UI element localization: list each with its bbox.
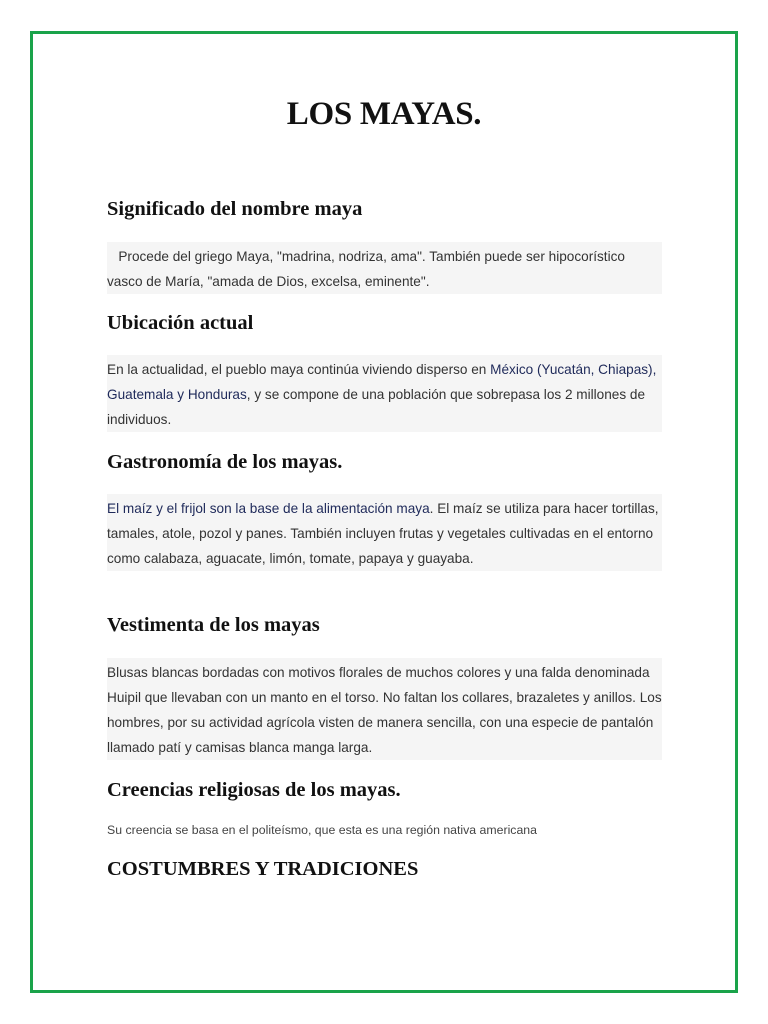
ubicacion-text-start: En la actualidad, el pueblo maya continúa viviendo disperso en xyxy=(107,362,491,377)
section-heading-ubicacion: Ubicación actual xyxy=(107,312,254,334)
section-heading-gastronomia: Gastronomía de los mayas. xyxy=(107,451,343,473)
gastronomia-text-end: . El maíz se utiliza para hacer tortillas, tamales, atole, pozol y panes. También incluyen frutas y vegetales cultivadas en el entorno como calabaza, aguacate, limón, tomate, papaya y guayaba. xyxy=(107,501,659,566)
section-text-significado: Procede del griego Maya, "madrina, nodriza, ama". También puede ser hipocorístico vasco de María, "amada de Dios, excelsa, eminente". xyxy=(107,242,662,294)
gastronomia-link[interactable]: El maíz y el frijol son la base de la alimentación maya xyxy=(107,501,430,516)
page-title: LOS MAYAS. xyxy=(286,96,482,132)
section-text-gastronomia xyxy=(107,494,662,571)
section-text-ubicacion xyxy=(107,355,662,432)
section-heading-significado: Significado del nombre maya xyxy=(107,198,363,220)
section-heading-creencias: Creencias religiosas de los mayas. xyxy=(107,779,401,801)
section-text-vestimenta: Blusas blancas bordadas con motivos florales de muchos colores y una falda denominada Huipil que llevaban con un manto en el torso. No faltan los collares, brazaletes y anillos. Los hombres, por su actividad agrícola visten de manera sencilla, con una especie de pantalón llamado patí y camisas blanca manga larga. xyxy=(107,658,662,760)
section-heading-costumbres: COSTUMBRES Y TRADICIONES xyxy=(107,858,419,880)
section-text-creencias: Su creencia se basa en el politeísmo, que esta es una región nativa americana xyxy=(107,823,537,837)
section-heading-vestimenta: Vestimenta de los mayas xyxy=(107,614,320,636)
ubicacion-text-end: , y se compone de una población que sobrepasa los 2 millones de individuos. xyxy=(107,387,646,427)
ubicacion-link[interactable]: México (Yucatán, Chiapas), Guatemala y Honduras xyxy=(107,362,657,402)
